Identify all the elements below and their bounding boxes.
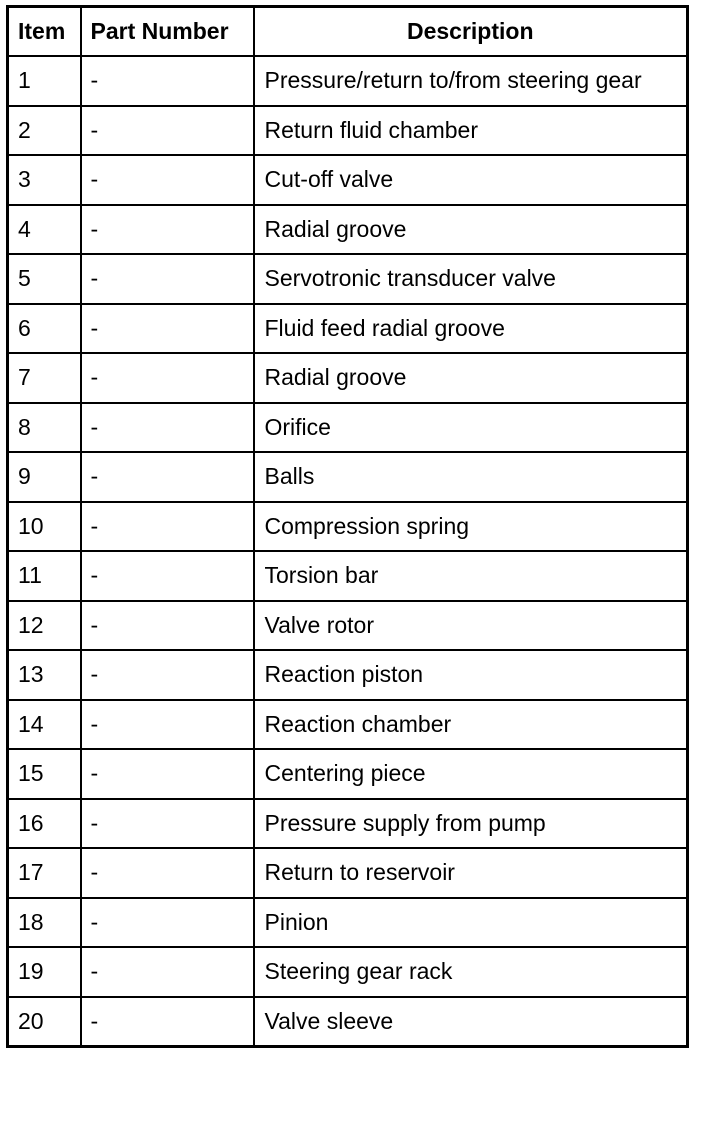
table-row bbox=[8, 947, 688, 997]
description-cell: Cut-off valve bbox=[254, 155, 688, 205]
part-number-cell: - bbox=[81, 205, 254, 255]
description-cell: Radial groove bbox=[254, 205, 688, 255]
table-row bbox=[8, 502, 688, 552]
part-number-cell: - bbox=[81, 947, 254, 997]
table-row bbox=[8, 403, 688, 453]
part-number-cell: - bbox=[81, 749, 254, 799]
part-number-cell: - bbox=[81, 898, 254, 948]
description-cell: Valve rotor bbox=[254, 601, 688, 651]
description-cell: Steering gear rack bbox=[254, 947, 688, 997]
table-row bbox=[8, 601, 688, 651]
table-body bbox=[8, 56, 688, 1046]
item-cell: 16 bbox=[8, 799, 81, 849]
description-cell: Valve sleeve bbox=[254, 997, 688, 1047]
item-cell: 1 bbox=[8, 56, 81, 106]
item-cell: 17 bbox=[8, 848, 81, 898]
part-number-cell: - bbox=[81, 502, 254, 552]
parts-table bbox=[6, 5, 689, 1048]
description-cell: Pinion bbox=[254, 898, 688, 948]
part-number-cell: - bbox=[81, 700, 254, 750]
item-cell: 9 bbox=[8, 452, 81, 502]
table-row bbox=[8, 799, 688, 849]
item-cell: 13 bbox=[8, 650, 81, 700]
description-cell: Reaction chamber bbox=[254, 700, 688, 750]
description-cell: Torsion bar bbox=[254, 551, 688, 601]
part-number-cell: - bbox=[81, 848, 254, 898]
part-number-cell: - bbox=[81, 56, 254, 106]
description-cell: Pressure/return to/from steering gear bbox=[254, 56, 688, 106]
item-cell: 3 bbox=[8, 155, 81, 205]
part-number-cell: - bbox=[81, 799, 254, 849]
table-row bbox=[8, 56, 688, 106]
column-header-description: Description bbox=[254, 7, 688, 57]
description-cell: Servotronic transducer valve bbox=[254, 254, 688, 304]
table-row bbox=[8, 700, 688, 750]
part-number-cell: - bbox=[81, 997, 254, 1047]
table-row bbox=[8, 254, 688, 304]
part-number-cell: - bbox=[81, 155, 254, 205]
description-cell: Orifice bbox=[254, 403, 688, 453]
description-cell: Fluid feed radial groove bbox=[254, 304, 688, 354]
item-cell: 6 bbox=[8, 304, 81, 354]
table-row bbox=[8, 749, 688, 799]
table-row bbox=[8, 304, 688, 354]
table-row bbox=[8, 106, 688, 156]
table-row bbox=[8, 155, 688, 205]
item-cell: 8 bbox=[8, 403, 81, 453]
item-cell: 4 bbox=[8, 205, 81, 255]
description-cell: Return to reservoir bbox=[254, 848, 688, 898]
header-row bbox=[8, 7, 688, 57]
part-number-cell: - bbox=[81, 106, 254, 156]
table-row bbox=[8, 898, 688, 948]
table-row bbox=[8, 848, 688, 898]
table-row bbox=[8, 997, 688, 1047]
item-cell: 7 bbox=[8, 353, 81, 403]
description-cell: Pressure supply from pump bbox=[254, 799, 688, 849]
table-row bbox=[8, 650, 688, 700]
description-cell: Compression spring bbox=[254, 502, 688, 552]
item-cell: 11 bbox=[8, 551, 81, 601]
item-cell: 5 bbox=[8, 254, 81, 304]
table-row bbox=[8, 452, 688, 502]
table-row bbox=[8, 353, 688, 403]
item-cell: 18 bbox=[8, 898, 81, 948]
part-number-cell: - bbox=[81, 254, 254, 304]
part-number-cell: - bbox=[81, 304, 254, 354]
column-header-part-number: Part Number bbox=[81, 7, 254, 57]
item-cell: 14 bbox=[8, 700, 81, 750]
item-cell: 10 bbox=[8, 502, 81, 552]
description-cell: Radial groove bbox=[254, 353, 688, 403]
table-header bbox=[8, 7, 688, 57]
table-row bbox=[8, 551, 688, 601]
part-number-cell: - bbox=[81, 353, 254, 403]
part-number-cell: - bbox=[81, 601, 254, 651]
item-cell: 2 bbox=[8, 106, 81, 156]
part-number-cell: - bbox=[81, 403, 254, 453]
description-cell: Return fluid chamber bbox=[254, 106, 688, 156]
item-cell: 19 bbox=[8, 947, 81, 997]
part-number-cell: - bbox=[81, 452, 254, 502]
description-cell: Centering piece bbox=[254, 749, 688, 799]
table-row bbox=[8, 205, 688, 255]
description-cell: Balls bbox=[254, 452, 688, 502]
part-number-cell: - bbox=[81, 551, 254, 601]
description-cell: Reaction piston bbox=[254, 650, 688, 700]
part-number-cell: - bbox=[81, 650, 254, 700]
item-cell: 15 bbox=[8, 749, 81, 799]
item-cell: 20 bbox=[8, 997, 81, 1047]
item-cell: 12 bbox=[8, 601, 81, 651]
column-header-item: Item bbox=[8, 7, 81, 57]
